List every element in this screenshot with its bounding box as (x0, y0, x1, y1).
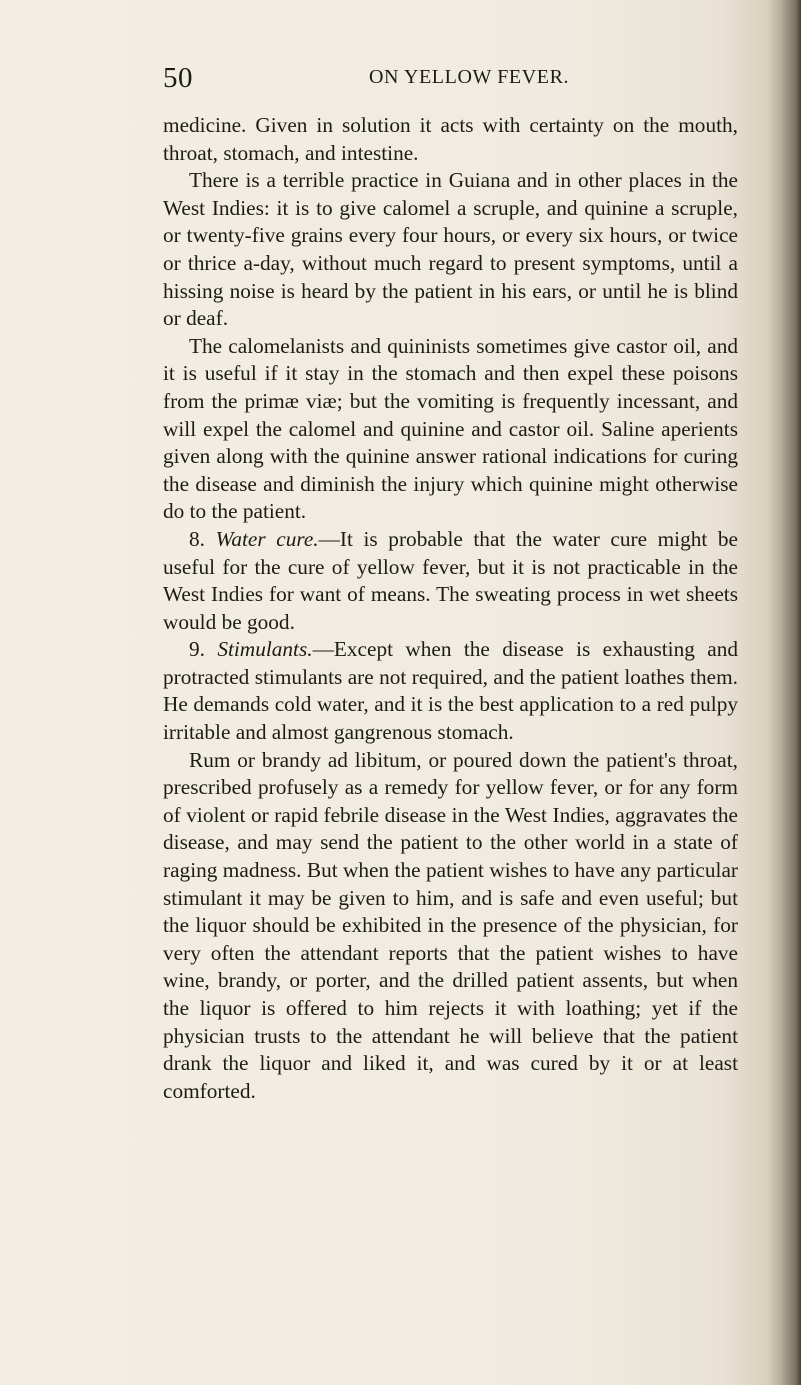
paragraph-6 (163, 747, 738, 1106)
paragraph-2 (163, 167, 738, 333)
paragraph-4-text: —It is probable that the water cure might be useful for the cure of yellow fever, but it is not practicable in the West Indies for want of means. The sweating process in wet sheets would be good. (163, 526, 739, 634)
paragraph-5-heading: 9. Stimulants. (189, 637, 313, 662)
page-number: 50 (163, 62, 193, 94)
paragraph-1-text: medicine. Given in solution it acts with certainty on the mouth, throat, stomach, and intestine. (163, 113, 738, 165)
paragraph-2-text: There is a terrible practice in Guiana and in other places in the West Indies: it is to give calomel a scruple, and quinine a scruple, or twenty-five grains every four hours, or every six hours, or twice or thrice a-day, without much regard to present symptoms, until a hissing noise is heard by the patient in his ears, or until he is blind or deaf. (163, 168, 738, 331)
paragraph-6-text: Rum or brandy ad libitum, or poured down the patient's throat, prescribed profusely as a remedy for yellow fever, or for any form of violent or rapid febrile disease in the West Indies, aggravates the disease, and may send the patient to the other world in a state of raging madness. But when the patient wishes to have any particular stimulant it may be given to him, and is safe and even useful; but the liquor should be exhibited in the presence of the physician, for very often the attendant reports that the patient wishes to have wine, brandy, or porter, and the drilled patient assents, but when the liquor is offered to him rejects it with loathing; yet if the physician trusts to the attendant he will believe that the patient drank the liquor and liked it, and was cured by it or at least comforted. (163, 747, 738, 1103)
binding-shadow (767, 0, 801, 1385)
paragraph-3-text: The calomelanists and quininists sometimes give castor oil, and it is useful if it stay in the stomach and then expel these poisons from the primæ viæ; but the vomiting is frequently incessant, and will expel the calomel and quinine and castor oil. Saline aperients given along with the quinine answer rational indications for curing the disease and diminish the injury which quinine might otherwise do to the patient. (163, 333, 738, 524)
paragraph-1 (163, 112, 738, 167)
paragraph-3 (163, 333, 738, 526)
paragraph-4 (163, 526, 738, 636)
paragraph-5 (163, 636, 738, 746)
page-header (163, 62, 723, 98)
paragraph-4-heading: 8. Water cure. (189, 526, 319, 551)
body-text (163, 112, 738, 1105)
running-head: ON YELLOW FEVER. (369, 66, 570, 88)
paragraph-5-text: —Except when the disease is exhausting and protracted stimulants are not required, and the patient loathes them. He demands cold water, and it is the best application to a red pulpy irritable and almost gangrenous stomach. (163, 637, 738, 745)
